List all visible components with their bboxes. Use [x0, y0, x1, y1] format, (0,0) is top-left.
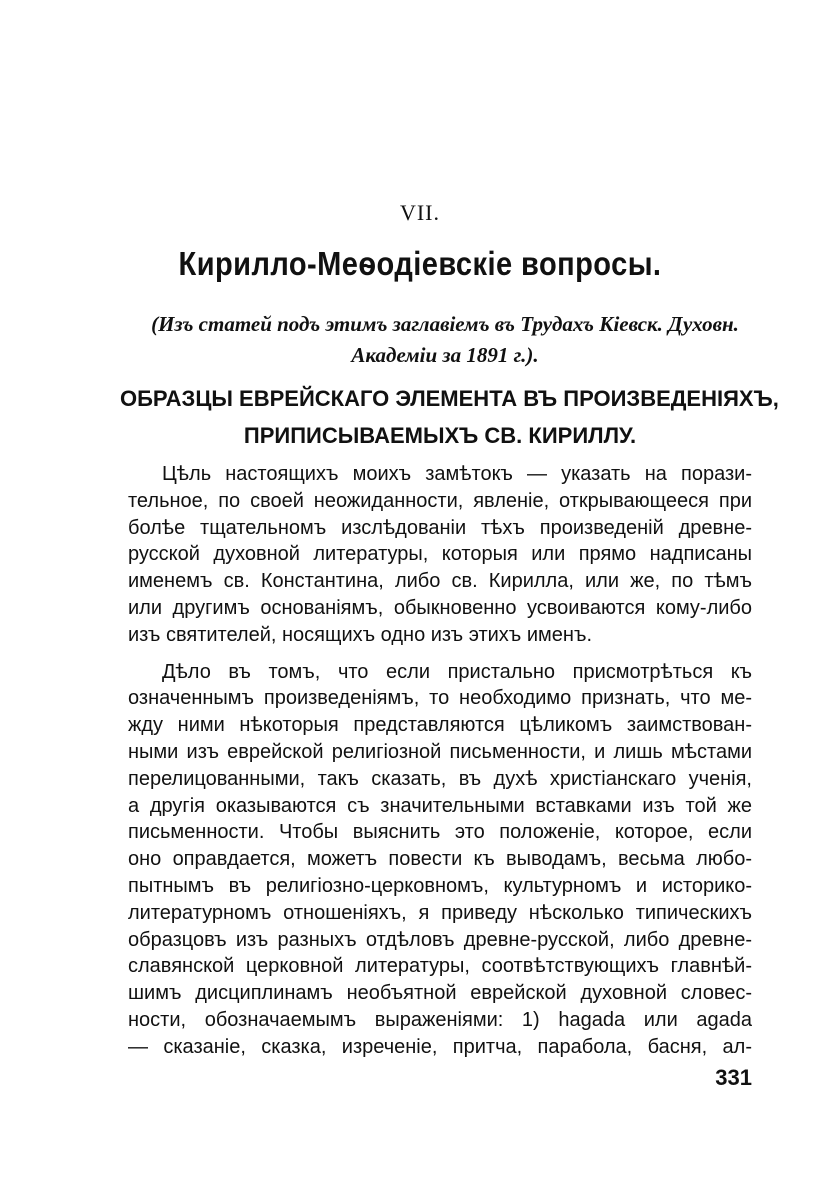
text-line: образцовъ изъ разныхъ отдѣловъ древне-русской, либо древне-: [128, 928, 752, 951]
text-line: жду ними нѣкоторыя представляются цѣликомъ заимствован-: [128, 714, 752, 737]
text-line: именемъ св. Константина, либо св. Кирилла, или же, по тѣмъ: [128, 570, 752, 593]
text-line: оно оправдается, можетъ повести къ выводамъ, весьма любо-: [128, 848, 752, 871]
text-line: тельное, по своей неожиданности, явленіе, открывающееся при: [128, 489, 752, 512]
text-line: письменности. Чтобы выяснить это положеніе, которое, если: [128, 821, 752, 844]
chapter-title: Кирилло-Меѳодіевскіе вопросы.: [178, 245, 662, 282]
text-line: славянской церковной литературы, соотвѣтствующихъ главнѣй-: [128, 955, 752, 978]
source-note: [140, 309, 750, 371]
section-heading: [120, 380, 779, 454]
text-line: — сказаніе, сказка, изреченіе, притча, парабола, басня, ал-: [128, 1035, 752, 1058]
text-line: Дѣло въ томъ, что если пристально присмотрѣться къ: [162, 660, 752, 683]
text-line: изъ святителей, носящихъ одно изъ этихъ именъ.: [128, 623, 593, 646]
text-line: Цѣль настоящихъ моихъ замѣтокъ — указать на порази-: [162, 463, 752, 485]
text-line: пытнымъ въ религіозно-церковномъ, культурномъ и историко-: [128, 874, 752, 897]
body-text: [128, 461, 752, 1061]
chapter-number: VII.: [399, 200, 441, 225]
text-line: означеннымъ произведеніямъ, то необходимо признать, что ме-: [128, 687, 752, 710]
paragraph: [128, 659, 752, 1061]
text-line: литературномъ отношеніяхъ, я приведу нѣсколько типическихъ: [128, 901, 752, 924]
source-note-line: (Изъ статей подъ этимъ заглавіемъ въ Трудахъ Кіевск. Духовн.: [151, 312, 739, 336]
text-line: ными изъ еврейской религіозной письменности, и лишь мѣстами: [128, 740, 752, 763]
page-number: 331: [715, 1065, 752, 1090]
text-line: перелицованными, такъ сказать, въ духѣ христіанскаго ученія,: [128, 767, 752, 790]
section-heading-line: ПРИПИСЫВАЕМЫХЪ СВ. КИРИЛЛУ.: [243, 423, 637, 448]
text-line: шимъ дисциплинамъ необъятной еврейской духовной словес-: [128, 982, 752, 1005]
source-note-line: Академіи за 1891 г.).: [351, 343, 539, 367]
text-line: или другимъ основаніямъ, обыкновенно усвоиваются кому-либо: [128, 596, 752, 619]
text-line: болѣе тщательномъ изслѣдованіи тѣхъ произведеній древне-: [128, 516, 752, 539]
section-heading-line: ОБРАЗЦЫ ЕВРЕЙСКАГО ЭЛЕМЕНТА ВЪ ПРОИЗВЕДЕНІЯХЪ,: [120, 386, 779, 411]
text-line: русской духовной литературы, которыя или прямо надписаны: [128, 543, 752, 566]
paragraph: [128, 461, 752, 649]
text-line: ности, обозначаемымъ выраженіями: 1) hagada или agada: [128, 1008, 752, 1031]
text-line: а другія оказываются съ значительными вставками изъ той же: [128, 794, 752, 817]
